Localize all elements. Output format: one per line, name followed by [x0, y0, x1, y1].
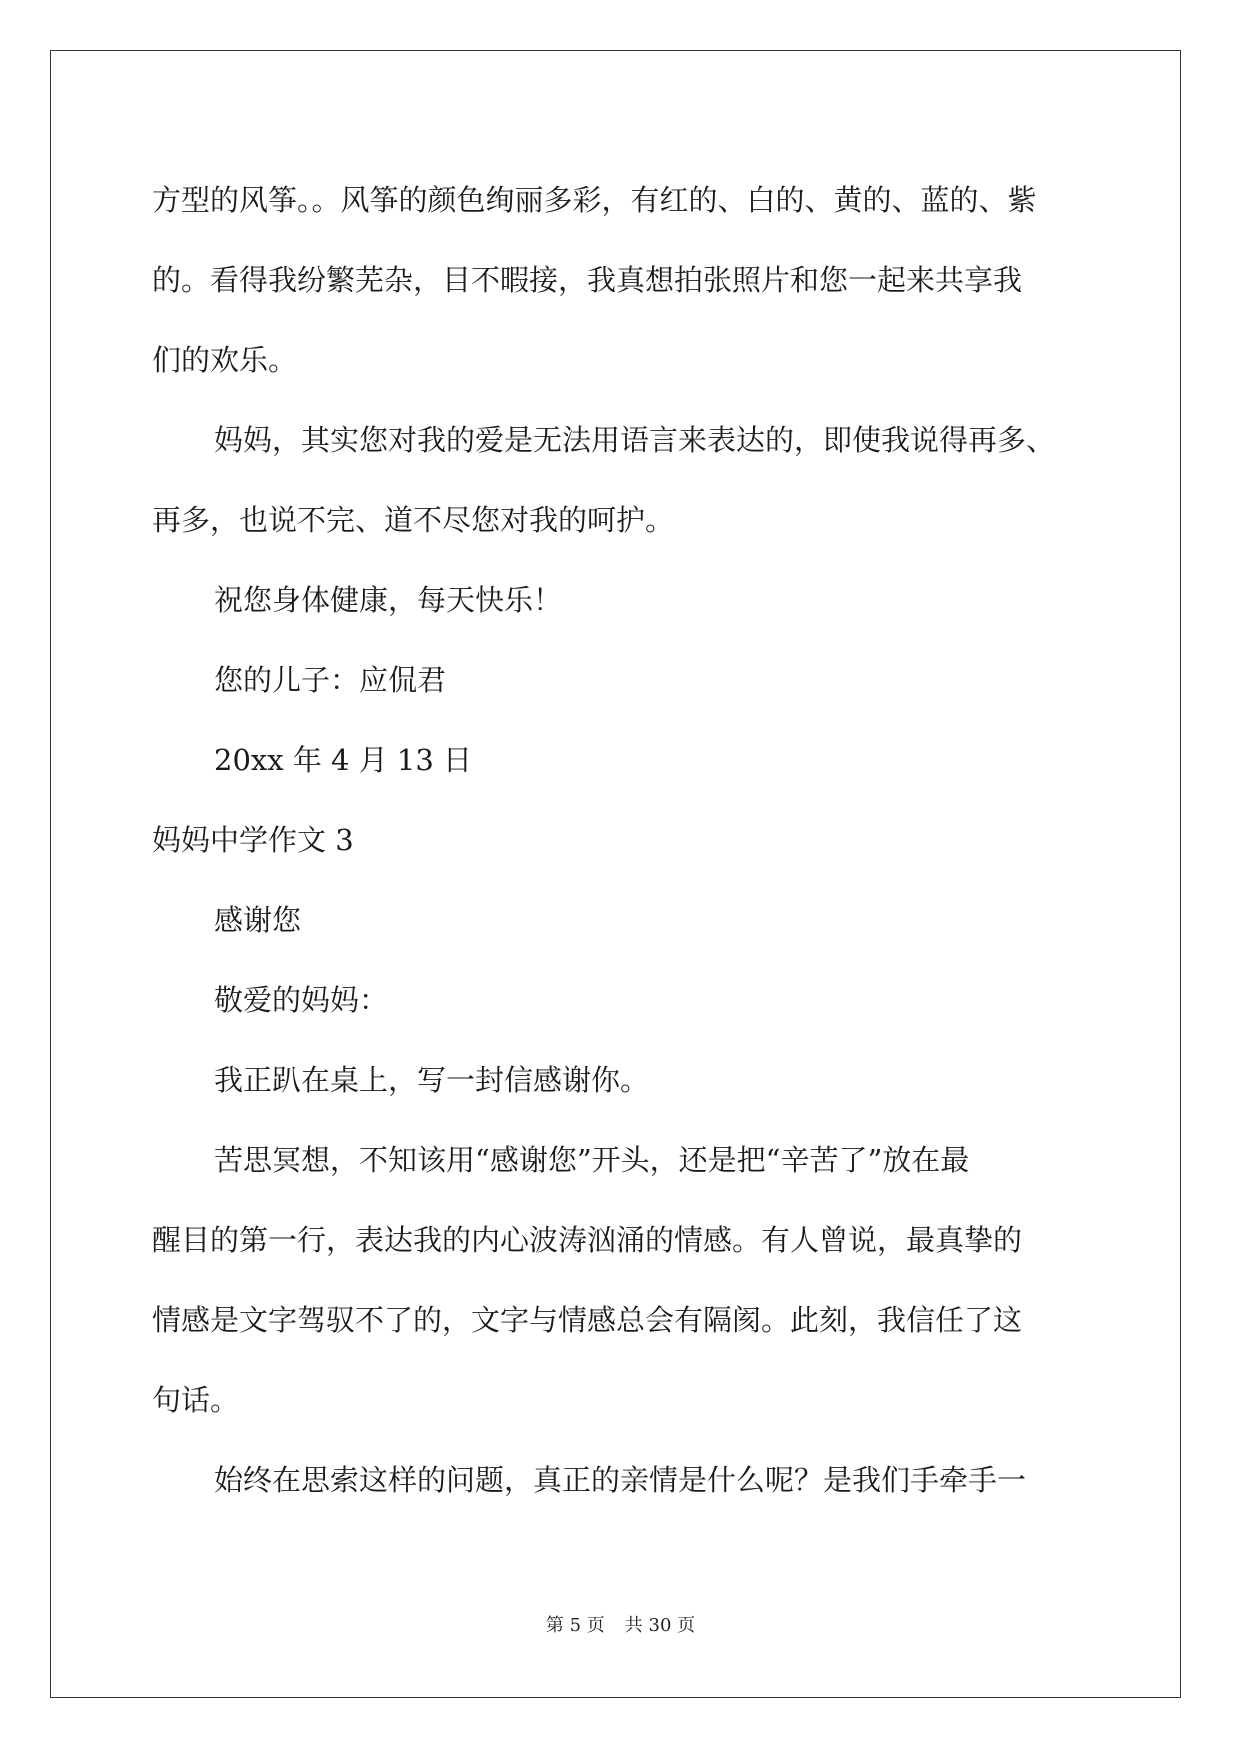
text-line: 我正趴在桌上，写一封信感谢你。 [214, 1063, 650, 1097]
text-line: 们的欢乐。 [152, 343, 298, 377]
signature-line: 您的儿子：应侃君 [214, 663, 447, 697]
text-line: 始终在思索这样的问题，真正的亲情是什么呢？是我们手牵手一 [214, 1463, 1027, 1497]
page-number: 第 5 页 [545, 1615, 605, 1636]
letter-title: 感谢您 [214, 903, 302, 937]
date-line: 20xx 年 4 月 13 日 [214, 743, 473, 777]
document-body [152, 160, 1092, 1520]
text-line: 句话。 [152, 1383, 240, 1417]
text-line: 情感是文字驾驭不了的，文字与情感总会有隔阂。此刻，我信任了这 [152, 1303, 1023, 1337]
salutation: 敬爱的妈妈： [214, 983, 389, 1017]
text-line: 妈妈，其实您对我的爱是无法用语言来表达的，即使我说得再多、 [214, 423, 1056, 457]
text-line: 苦思冥想，不知该用“感谢您”开头，还是把“辛苦了”放在最 [214, 1143, 970, 1177]
page-total: 共 30 页 [624, 1615, 696, 1636]
text-line: 的。看得我纷繁芜杂，目不暇接，我真想拍张照片和您一起来共享我 [152, 263, 1023, 297]
section-heading: 妈妈中学作文 3 [152, 823, 354, 857]
text-line: 祝您身体健康，每天快乐！ [214, 583, 563, 617]
page-footer [0, 1614, 1241, 1638]
text-line: 再多，也说不完、道不尽您对我的呵护。 [152, 503, 675, 537]
text-line: 方型的风筝。。风筝的颜色绚丽多彩，有红的、白的、黄的、蓝的、紫 [152, 183, 1037, 217]
text-line: 醒目的第一行，表达我的内心波涛汹涌的情感。有人曾说，最真挚的 [152, 1223, 1023, 1257]
